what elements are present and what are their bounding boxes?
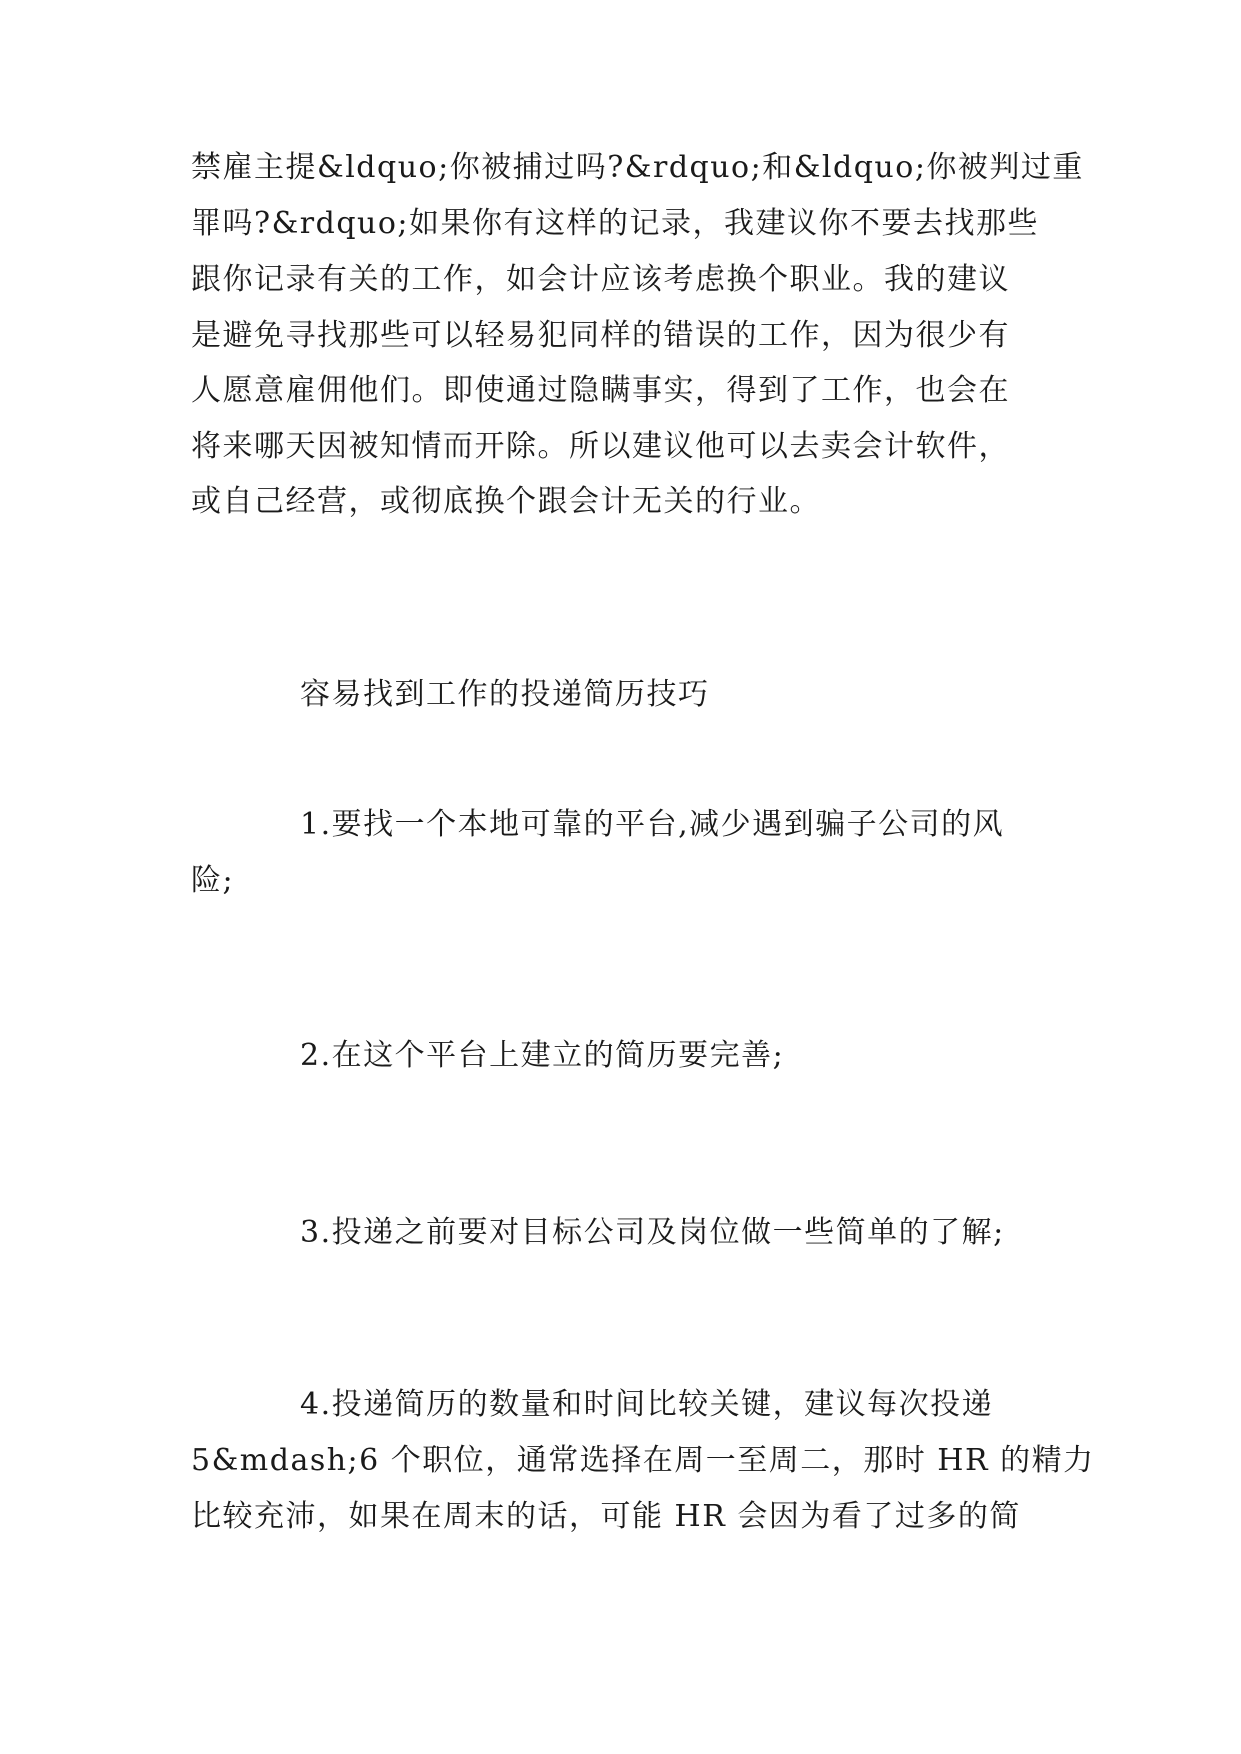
paragraph-line: 是避免寻找那些可以轻易犯同样的错误的工作，因为很少有 (191, 318, 1010, 353)
paragraph-line: 人愿意雇佣他们。即使通过隐瞒事实，得到了工作，也会在 (191, 373, 1010, 408)
paragraph-line: 或自己经营，或彻底换个跟会计无关的行业。 (191, 484, 821, 519)
paragraph-line: 跟你记录有关的工作，如会计应该考虑换个职业。我的建议 (191, 262, 1010, 297)
list-item-1-line: 险; (191, 863, 235, 898)
list-item-3: 3.投递之前要对目标公司及岗位做一些简单的了解; (300, 1215, 1005, 1250)
list-item-1-line: 1.要找一个本地可靠的平台,减少遇到骗子公司的风 (300, 807, 1005, 842)
section-title: 容易找到工作的投递简历技巧 (300, 677, 710, 712)
list-item-4-line: 4.投递简历的数量和时间比较关键，建议每次投递 (300, 1387, 994, 1422)
list-item-2: 2.在这个平台上建立的简历要完善; (300, 1038, 785, 1073)
paragraph-line: 将来哪天因被知情而开除。所以建议他可以去卖会计软件， (191, 429, 1010, 464)
paragraph-line: 禁雇主提&ldquo;你被捕过吗?&rdquo;和&ldquo;你被判过重 (191, 150, 1084, 185)
list-item-4-line: 比较充沛，如果在周末的话，可能 HR 会因为看了过多的简 (191, 1499, 1021, 1534)
paragraph-line: 罪吗?&rdquo;如果你有这样的记录，我建议你不要去找那些 (191, 206, 1040, 241)
list-item-4-line: 5&mdash;6 个职位，通常选择在周一至周二，那时 HR 的精力 (191, 1443, 1095, 1478)
